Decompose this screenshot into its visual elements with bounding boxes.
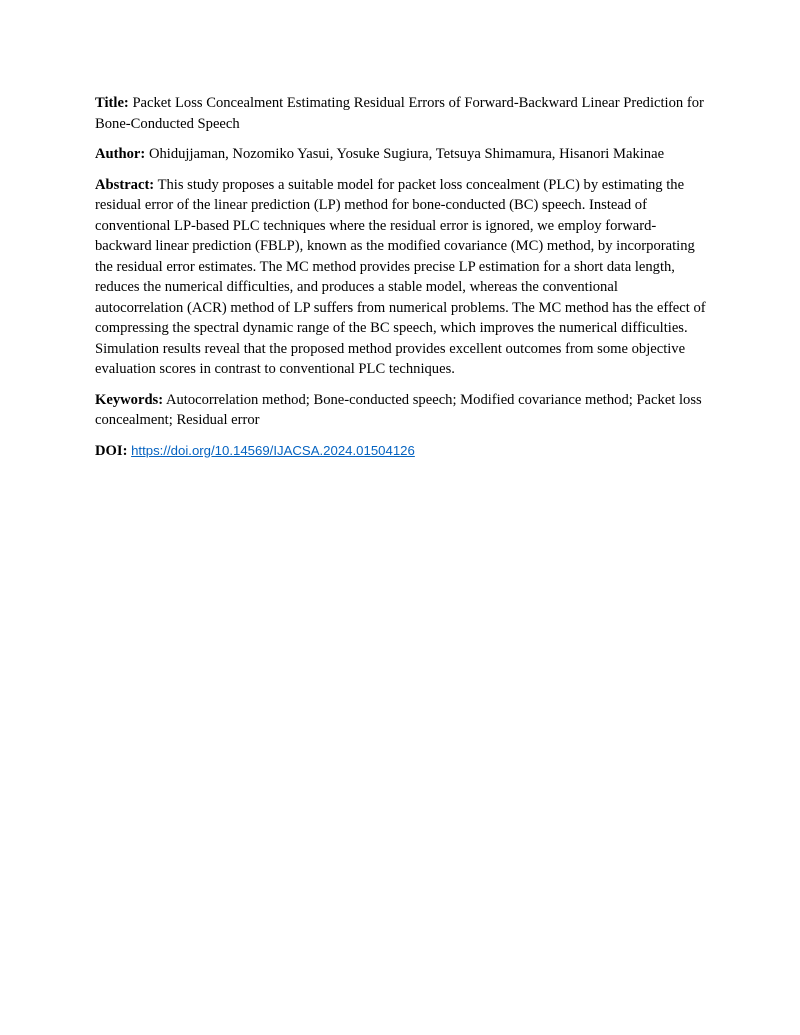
doi-link[interactable]: https://doi.org/10.14569/IJACSA.2024.01504126: [131, 442, 415, 458]
abstract-text: This study proposes a suitable model for packet loss concealment (PLC) by estimating the residual error of the linear prediction (LP) method for bone-conducted (BC) speech. Instead of conventional LP-based PLC techniques where the residual error is ignored, we employ forward-backward linear prediction (FBLP), known as the modified covariance (MC) method, by incorporating the residual error estimates. The MC method provides precise LP estimation for a short data length, reduces the numerical difficulties, and produces a stable model, whereas the conventional autocorrelation (ACR) method of LP suffers from numerical problems. The MC method has the effect of compressing the spectral dynamic range of the BC speech, which improves the numerical difficulties. Simulation results reveal that the proposed method provides excellent outcomes from some objective evaluation scores in contrast to conventional PLC techniques.: [95, 176, 706, 377]
keywords-text: Autocorrelation method; Bone-conducted speech; Modified covariance method; Packet loss concealment; Residual error: [95, 391, 702, 428]
author-text: Ohidujjaman, Nozomiko Yasui, Yosuke Sugiura, Tetsuya Shimamura, Hisanori Makinae: [148, 146, 665, 162]
title-label: Title:: [95, 95, 129, 111]
keywords-block: [95, 390, 707, 431]
keywords-label: Keywords:: [95, 391, 164, 408]
author-block: [95, 144, 707, 165]
abstract-block: [95, 175, 707, 380]
title-text: Packet Loss Concealment Estimating Residual Errors of Forward-Backward Linear Prediction for Bone-Conducted Speech: [95, 95, 704, 132]
title-block: [95, 93, 707, 134]
abstract-label: Abstract:: [95, 176, 155, 193]
doi-block: [95, 441, 707, 462]
doi-label: DOI:: [95, 442, 128, 459]
author-label: Author:: [95, 146, 146, 162]
document-page: [95, 93, 707, 471]
